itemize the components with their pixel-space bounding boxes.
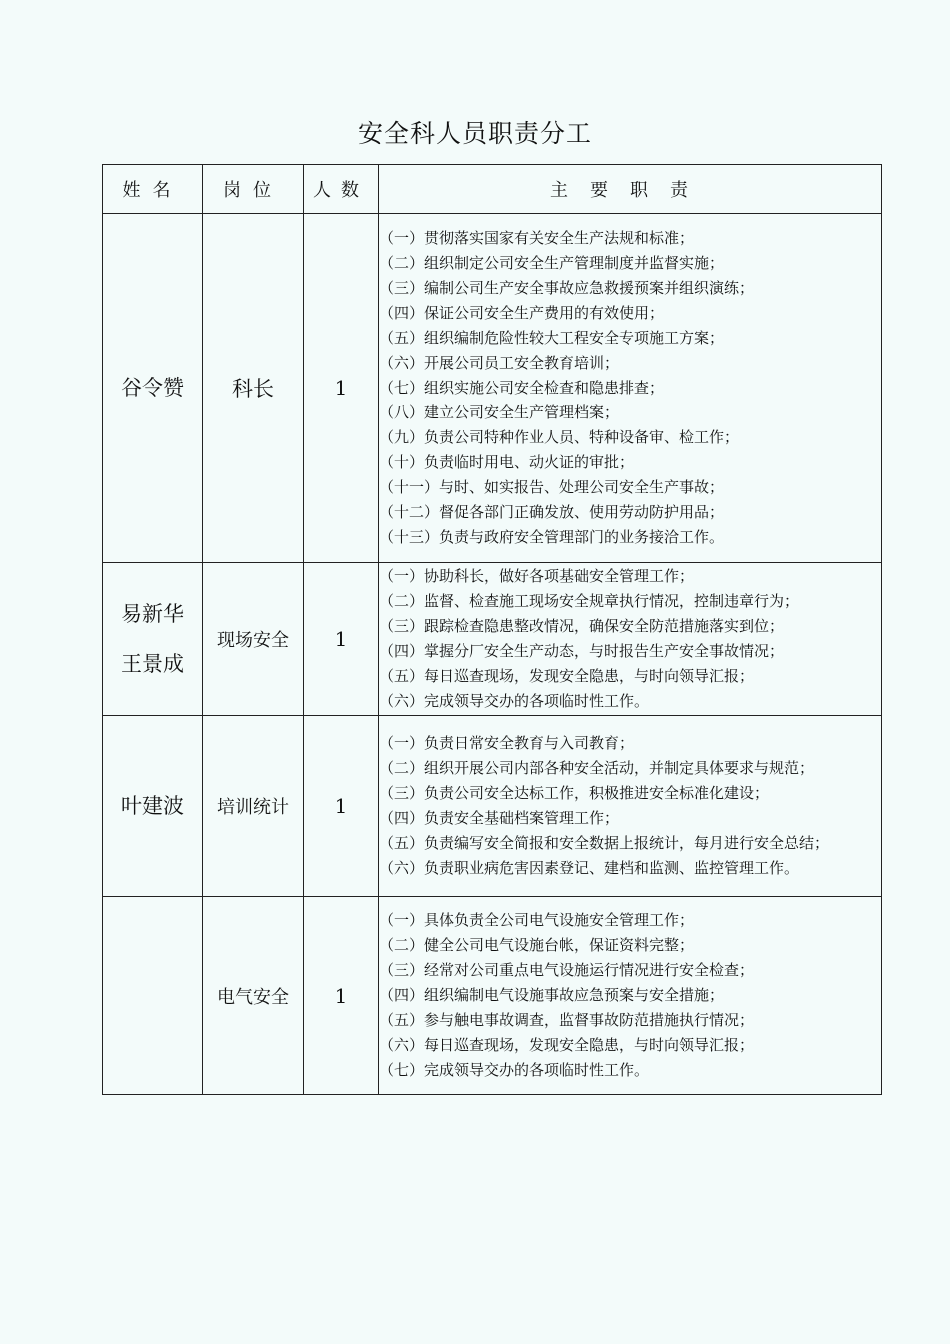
duty-item: （六）完成领导交办的各项临时性工作。 bbox=[379, 691, 650, 710]
duty-cell bbox=[379, 897, 882, 1095]
duty-item: （五）每日巡查现场，发现安全隐患，与时向领导汇报； bbox=[379, 666, 755, 685]
duty-item: （五）组织编制危险性较大工程安全专项施工方案； bbox=[379, 328, 725, 347]
duty-item: （一）具体负责全公司电气设施安全管理工作； bbox=[379, 911, 695, 930]
post-cell: 现场安全 bbox=[203, 563, 304, 716]
duty-item: （四）掌握分厂安全生产动态，与时报告生产安全事故情况； bbox=[379, 642, 785, 660]
table-row bbox=[103, 897, 882, 1095]
duty-item: （四）组织编制电气设施事故应急预案与安全措施； bbox=[379, 986, 725, 1005]
duty-cell bbox=[379, 716, 882, 897]
duty-table bbox=[102, 164, 882, 1095]
duty-item: （五）参与触电事故调查，监督事故防范措施执行情况； bbox=[379, 1010, 755, 1029]
duty-item: （十）负责临时用电、动火证的审批； bbox=[379, 453, 635, 472]
duty-item: （四）保证公司安全生产费用的有效使用； bbox=[379, 303, 665, 322]
table-row bbox=[103, 563, 882, 716]
duty-item: （五）负责编写安全简报和安全数据上报统计，每月进行安全总结； bbox=[379, 833, 830, 852]
header-row bbox=[103, 165, 882, 214]
name-cell bbox=[103, 716, 203, 897]
post-cell: 电气安全 bbox=[203, 897, 304, 1095]
count-cell: 1 bbox=[304, 716, 379, 897]
person-name: 谷令赞 bbox=[121, 376, 184, 400]
duty-item: （一）负责日常安全教育与入司教育； bbox=[379, 734, 635, 753]
duty-item: （六）开展公司员工安全教育培训； bbox=[379, 353, 620, 372]
name-cell bbox=[103, 897, 203, 1095]
duty-item: （六）负责职业病危害因素登记、建档和监测、监控管理工作。 bbox=[379, 858, 800, 877]
post-cell: 科长 bbox=[203, 214, 304, 563]
duty-list bbox=[379, 731, 881, 880]
duty-list bbox=[379, 908, 881, 1082]
duty-item: （三）经常对公司重点电气设施运行情况进行安全检查； bbox=[379, 961, 755, 980]
duty-item: （一）协助科长，做好各项基础安全管理工作； bbox=[379, 567, 695, 586]
duty-item: （二）监督、检查施工现场安全规章执行情况，控制违章行为； bbox=[379, 592, 800, 611]
duty-item: （三）跟踪检查隐患整改情况，确保安全防范措施落实到位； bbox=[379, 617, 785, 636]
page-title: 安全科人员职责分工 bbox=[357, 119, 592, 148]
name-cell bbox=[103, 214, 203, 563]
duty-item: （十二）督促各部门正确发放、使用劳动防护用品； bbox=[379, 503, 725, 522]
duty-item: （四）负责安全基础档案管理工作； bbox=[379, 809, 620, 827]
header-count: 人数 bbox=[304, 165, 379, 214]
duty-item: （十一）与时、如实报告、处理公司安全生产事故； bbox=[379, 478, 725, 497]
person-name: 叶建波 bbox=[121, 794, 184, 818]
header-duty: 主要职责 bbox=[379, 165, 882, 214]
table-row bbox=[103, 716, 882, 897]
header-name: 姓名 bbox=[103, 165, 203, 214]
duty-item: （一）贯彻落实国家有关安全生产法规和标准； bbox=[379, 229, 695, 248]
table-row bbox=[103, 214, 882, 563]
person-name: 易新华 bbox=[121, 602, 184, 626]
duty-item: （六）每日巡查现场，发现安全隐患，与时向领导汇报； bbox=[379, 1035, 755, 1054]
duty-item: （七）完成领导交办的各项临时性工作。 bbox=[379, 1060, 650, 1079]
header-post: 岗位 bbox=[203, 165, 304, 214]
duty-item: （七）组织实施公司安全检查和隐患排查； bbox=[379, 378, 665, 397]
duty-item: （二）健全公司电气设施台帐，保证资料完整； bbox=[379, 936, 695, 955]
duty-item: （三）负责公司安全达标工作，积极推进安全标准化建设； bbox=[379, 784, 770, 803]
count-cell: 1 bbox=[304, 563, 379, 716]
duty-item: （二）组织制定公司安全生产管理制度并监督实施； bbox=[379, 254, 725, 273]
post-cell: 培训统计 bbox=[203, 716, 304, 897]
duty-list bbox=[379, 226, 881, 550]
duty-cell bbox=[379, 214, 882, 563]
duty-item: （十三）负责与政府安全管理部门的业务接洽工作。 bbox=[379, 527, 725, 546]
duty-item: （三）编制公司生产安全事故应急救援预案并组织演练； bbox=[379, 278, 755, 297]
count-cell: 1 bbox=[304, 897, 379, 1095]
person-name: 王景成 bbox=[121, 652, 184, 676]
duty-item: （二）组织开展公司内部各种安全活动，并制定具体要求与规范； bbox=[379, 759, 815, 778]
name-cell bbox=[103, 563, 203, 716]
duty-cell bbox=[379, 563, 882, 716]
duty-item: （九）负责公司特种作业人员、特种设备审、检工作； bbox=[379, 428, 740, 447]
duty-item: （八）建立公司安全生产管理档案； bbox=[379, 403, 620, 422]
count-cell: 1 bbox=[304, 214, 379, 563]
duty-list bbox=[379, 564, 881, 713]
